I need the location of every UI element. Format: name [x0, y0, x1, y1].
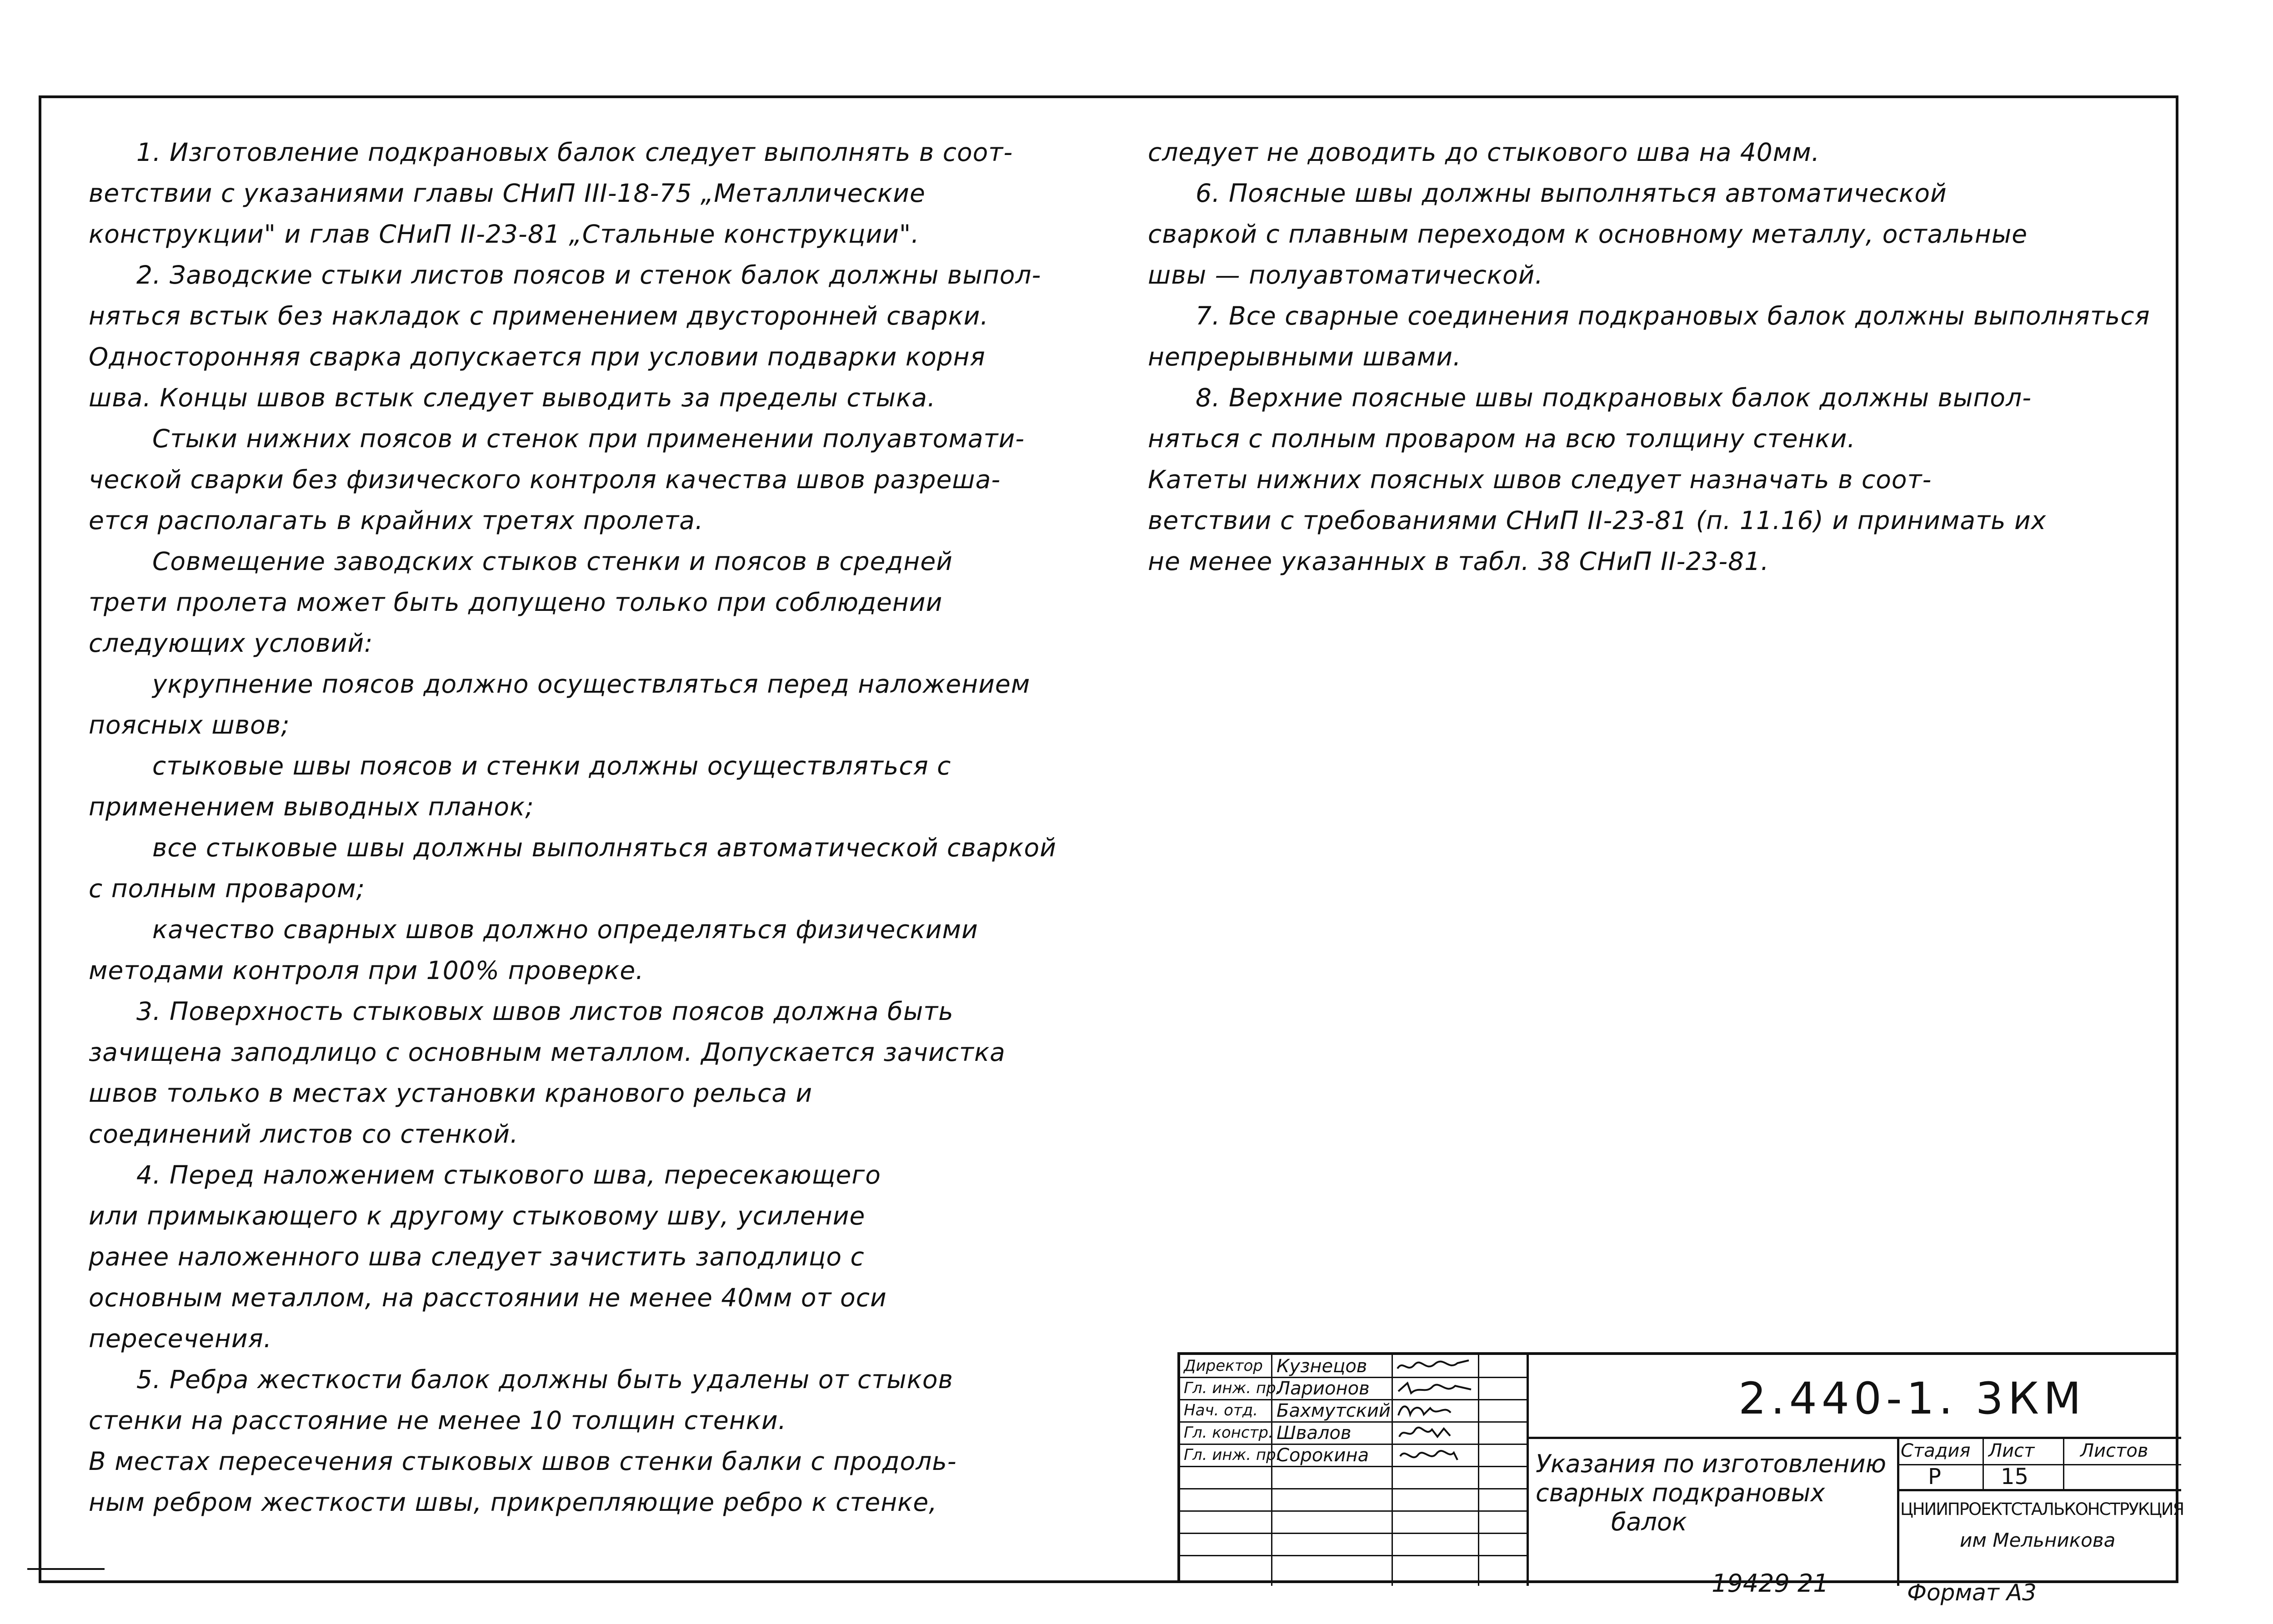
- document-code: 2.440-1. 3КМ: [1738, 1373, 2086, 1424]
- text-line: швы — полуавтоматической.: [1148, 260, 1543, 290]
- role-label: Директор: [1184, 1357, 1263, 1375]
- text-line: ветствии с указаниями главы СНиП III-18-75 „Металлические: [89, 179, 926, 208]
- grid-line: [1527, 1355, 1529, 1586]
- text-line: 5. Ребра жесткости балок должны быть удалены от стыков: [136, 1365, 953, 1394]
- text-line: качество сварных швов должно определяться физическими: [152, 915, 978, 944]
- text-line: ческой сварки без физического контроля качества швов разреша-: [89, 465, 1001, 494]
- text-line: непрерывными швами.: [1148, 342, 1462, 371]
- text-line: укрупнение поясов должно осуществляться перед наложением: [152, 670, 1031, 699]
- role-label: Нач. отд.: [1184, 1401, 1258, 1419]
- grid-line: [1180, 1533, 1527, 1534]
- signature-image: [1394, 1399, 1473, 1422]
- left-text-column: [89, 132, 1056, 1523]
- text-line: Односторонняя сварка допускается при условии подварки корня: [89, 342, 986, 371]
- text-line: 2. Заводские стыки листов поясов и стенок балок должны выпол-: [136, 260, 1041, 290]
- sheet-label: Лист: [1988, 1440, 2035, 1461]
- text-line: 8. Верхние поясные швы подкрановых балок должны выпол-: [1196, 383, 2032, 412]
- text-line: Стыки нижних поясов и стенок при применении полуавтомати-: [152, 424, 1025, 453]
- grid-line: [1897, 1437, 1899, 1586]
- text-line: 6. Поясные швы должны выполняться автоматической: [1196, 179, 1947, 208]
- role-label: Гл. констр.: [1184, 1424, 1273, 1442]
- text-line: стенки на расстояние не менее 10 толщин стенки.: [89, 1406, 787, 1435]
- grid-line: [1392, 1355, 1393, 1586]
- grid-line: [2063, 1437, 2064, 1489]
- text-line: няться встык без накладок с применением двусторонней сварки.: [89, 301, 989, 330]
- text-line: или примыкающего к другому стыковому шву, усиление: [89, 1201, 866, 1230]
- document-title-line: Указания по изготовлению: [1536, 1449, 1887, 1478]
- grid-line: [1180, 1555, 1527, 1556]
- document-title-line: сварных подкрановых: [1536, 1479, 1825, 1507]
- text-line: все стыковые швы должны выполняться автоматической сваркой: [152, 833, 1056, 862]
- text-line: методами контроля при 100% проверке.: [89, 956, 644, 985]
- grid-line: [1180, 1510, 1527, 1512]
- text-line: ным ребром жесткости швы, прикрепляющие ребро к стенке,: [89, 1488, 937, 1517]
- inventory-number: 19429 21: [1712, 1569, 1829, 1598]
- role-label: Гл. инж. пр.: [1184, 1446, 1281, 1464]
- text-line: не менее указанных в табл. 38 СНиП II-23-81.: [1148, 547, 1769, 576]
- person-name: Швалов: [1277, 1423, 1352, 1444]
- grid-line: [1478, 1355, 1479, 1586]
- person-name: Сорокина: [1277, 1445, 1369, 1466]
- text-line: 3. Поверхность стыковых швов листов поясов должна быть: [136, 997, 954, 1026]
- role-label: Гл. инж. пр.: [1184, 1379, 1281, 1397]
- text-line: трети пролета может быть допущено только при соблюдении: [89, 588, 943, 617]
- text-line: В местах пересечения стыковых швов стенки балки с продоль-: [89, 1447, 957, 1476]
- text-line: ветствии с требованиями СНиП II-23-81 (п. 11.16) и принимать их: [1148, 506, 2047, 535]
- format-label: Формат А3: [1907, 1579, 2037, 1606]
- text-line: няться с полным проваром на всю толщину стенки.: [1148, 424, 1856, 453]
- grid-line: [1983, 1437, 1984, 1489]
- text-line: с полным проваром;: [89, 874, 365, 903]
- text-line: поясных швов;: [89, 710, 290, 740]
- signature-image: [1394, 1421, 1473, 1444]
- text-line: применением выводных планок;: [89, 792, 534, 821]
- sheet-value: 15: [2001, 1464, 2029, 1489]
- person-name: Ларионов: [1277, 1378, 1370, 1399]
- right-text-column: [1148, 132, 2150, 582]
- text-line: основным металлом, на расстоянии не менее 40мм от оси: [89, 1283, 887, 1312]
- text-line: шва. Концы швов встык следует выводить за пределы стыка.: [89, 383, 936, 412]
- text-line: ется располагать в крайних третях пролета.: [89, 506, 704, 535]
- text-line: стыковые швы поясов и стенки должны осуществляться с: [152, 751, 951, 780]
- text-line: 7. Все сварные соединения подкрановых балок должны выполняться: [1196, 301, 2150, 330]
- signature-image: [1394, 1444, 1473, 1466]
- person-name: Бахмутский: [1277, 1400, 1391, 1421]
- organization-sub: им Мельникова: [1960, 1529, 2116, 1551]
- text-line: конструкции" и глав СНиП II-23-81 „Стальные конструкции".: [89, 220, 920, 249]
- text-line: сваркой с плавным переходом к основному металлу, остальные: [1148, 220, 2028, 249]
- grid-line: [1180, 1421, 1527, 1423]
- grid-line: [1180, 1466, 1527, 1467]
- organization-name: ЦНИИПРОЕКТСТАЛЬКОНСТРУКЦИЯ: [1900, 1499, 2184, 1519]
- title-block: [1177, 1352, 2184, 1583]
- text-line: пересечения.: [89, 1324, 272, 1353]
- text-line: Катеты нижних поясных швов следует назначать в соот-: [1148, 465, 1932, 494]
- stage-label: Стадия: [1901, 1440, 1971, 1461]
- text-line: 4. Перед наложением стыкового шва, пересекающего: [136, 1160, 881, 1189]
- text-line: следует не доводить до стыкового шва на 40мм.: [1148, 138, 1820, 167]
- signature-image: [1394, 1355, 1473, 1378]
- text-line: ранее наложенного шва следует зачистить заподлицо с: [89, 1242, 865, 1271]
- text-line: 1. Изготовление подкрановых балок следует выполнять в соот-: [136, 138, 1013, 167]
- person-name: Кузнецов: [1277, 1356, 1367, 1377]
- grid-line: [1527, 1437, 2181, 1439]
- text-line: соединений листов со стенкой.: [89, 1119, 519, 1149]
- text-line: швов только в местах установки кранового рельса и: [89, 1079, 813, 1108]
- text-line: следующих условий:: [89, 629, 373, 658]
- stage-value: Р: [1928, 1464, 1941, 1489]
- sheets-label: Листов: [2080, 1440, 2148, 1461]
- grid-line: [1180, 1488, 1527, 1489]
- document-title-line: балок: [1611, 1508, 1687, 1536]
- signature-image: [1394, 1377, 1473, 1399]
- text-line: зачищена заподлицо с основным металлом. Допускается зачистка: [89, 1038, 1006, 1067]
- text-line: Совмещение заводских стыков стенки и поясов в средней: [152, 547, 953, 576]
